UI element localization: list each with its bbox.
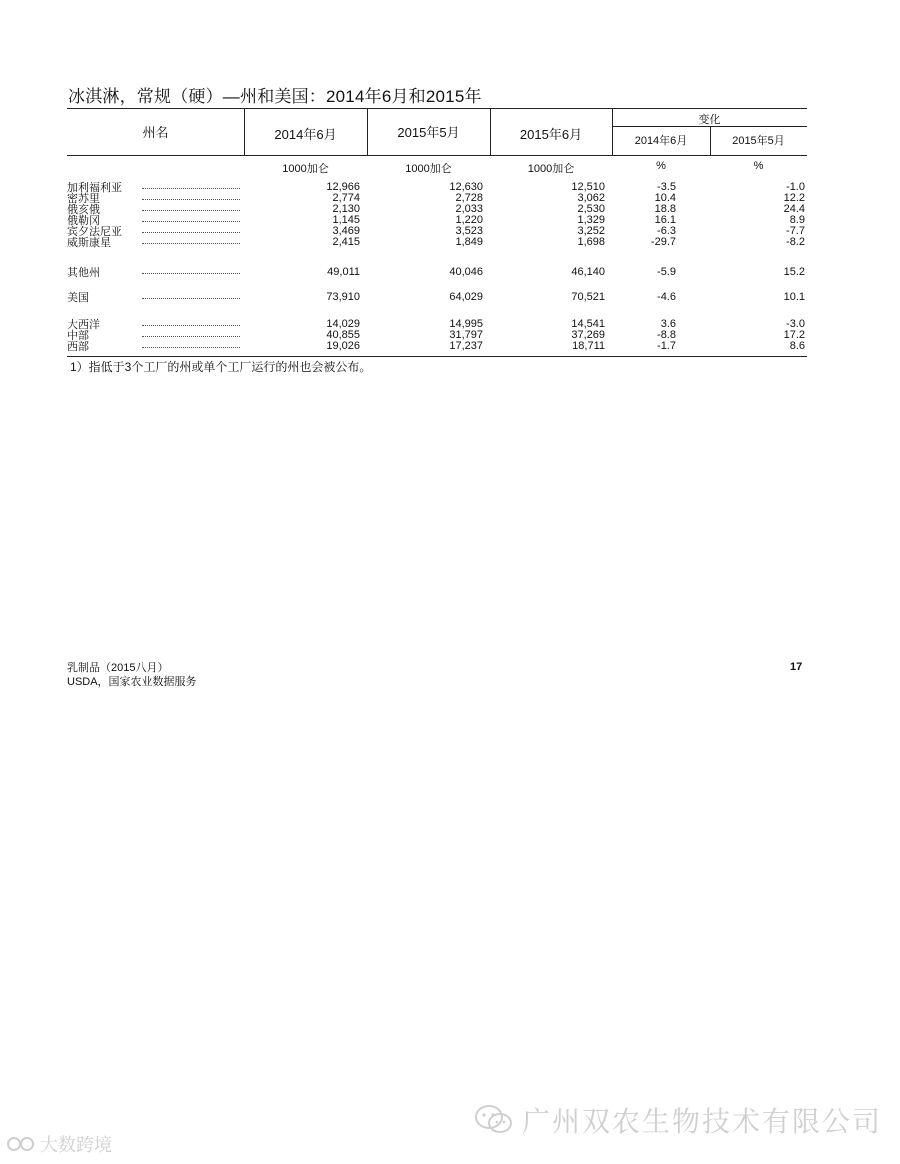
leader-dots	[142, 273, 240, 274]
cell-may2015: 2,033	[455, 203, 483, 215]
cell-change-may2015: 24.4	[783, 203, 805, 215]
table-row	[67, 292, 807, 303]
cell-change-jun2014: 3.6	[660, 318, 676, 330]
cell-may2015: 1,220	[455, 214, 483, 226]
table-row	[67, 215, 807, 226]
cell-change-jun2014: 16.1	[654, 214, 676, 226]
header-rule	[67, 155, 807, 156]
cell-change-jun2014: -5.9	[657, 266, 676, 278]
footnote: 1）指低于3个工厂的州或单个工厂运行的州也会被公布。	[70, 360, 372, 374]
table-row	[67, 319, 807, 330]
table-row	[67, 341, 807, 352]
cell-jun2014: 12,966	[326, 181, 360, 193]
state-name: 中部	[67, 329, 89, 342]
cell-jun2015: 3,252	[577, 225, 605, 237]
leader-dots	[142, 221, 240, 222]
brand-logo-icon	[6, 1134, 36, 1159]
state-name: 俄亥俄	[67, 203, 100, 216]
cell-jun2014: 2,774	[332, 192, 360, 204]
cell-change-jun2014: -4.6	[657, 291, 676, 303]
cell-jun2015: 37,269	[571, 329, 605, 341]
table-row	[67, 182, 807, 193]
cell-jun2014: 2,130	[332, 203, 360, 215]
cell-change-jun2014: 10.4	[654, 192, 676, 204]
cell-change-may2015: 8.9	[789, 214, 805, 226]
cell-change-may2015: -3.0	[786, 318, 805, 330]
cell-jun2014: 73,910	[326, 291, 360, 303]
cell-may2015: 1,849	[455, 236, 483, 248]
cell-may2015: 14,995	[449, 318, 483, 330]
state-name: 加利福利亚	[67, 181, 122, 194]
leader-dots	[142, 347, 240, 348]
company-watermark	[474, 1100, 882, 1143]
state-name: 密苏里	[67, 192, 100, 205]
table-title: 冰淇淋，常规（硬）—州和美国：2014年6月和2015年	[68, 87, 482, 106]
unit-change-jun2014: %	[656, 160, 666, 172]
cell-may2015: 12,630	[449, 181, 483, 193]
header-may2015: 2015年5月	[397, 125, 460, 140]
unit-change-may2015: %	[753, 160, 764, 172]
top-rule	[67, 108, 807, 109]
cell-change-may2015: 12.2	[783, 192, 805, 204]
cell-jun2015: 46,140	[571, 266, 605, 278]
cell-jun2014: 14,029	[326, 318, 360, 330]
cell-may2015: 17,237	[449, 340, 483, 352]
cell-change-may2015: -7.7	[786, 225, 805, 237]
cell-change-jun2014: 18.8	[654, 203, 676, 215]
unit-jun2014: 1000加仑	[282, 163, 329, 175]
cell-change-jun2014: -29.7	[650, 236, 676, 248]
table-row	[67, 226, 807, 237]
cell-jun2015: 1,698	[577, 236, 605, 248]
cell-jun2014: 1,145	[332, 214, 360, 226]
header-change-may2015: 2015年5月	[732, 135, 785, 147]
cell-change-may2015: 17.2	[783, 329, 805, 341]
cell-change-may2015: 15.2	[783, 266, 805, 278]
brand-watermark-text: 大数跨境	[40, 1135, 112, 1156]
cell-change-may2015: 8.6	[789, 340, 805, 352]
cell-jun2015: 12,510	[571, 181, 605, 193]
cell-jun2014: 2,415	[332, 236, 360, 248]
cell-change-jun2014: -6.3	[657, 225, 676, 237]
table-row	[67, 204, 807, 215]
leader-dots	[142, 199, 240, 200]
cell-jun2014: 40,855	[326, 329, 360, 341]
cell-change-jun2014: -1.7	[657, 340, 676, 352]
leader-dots	[142, 232, 240, 233]
publisher-name: USDA，国家农业数据服务	[67, 676, 197, 688]
state-name: 俄勒冈	[67, 214, 100, 227]
leader-dots	[142, 325, 240, 326]
table-row	[67, 237, 807, 248]
table-row	[67, 193, 807, 204]
state-name: 威斯康星	[67, 236, 111, 249]
cell-change-jun2014: -8.8	[657, 329, 676, 341]
header-jun2015: 2015年6月	[519, 127, 583, 142]
unit-may2015: 1000加仑	[405, 163, 452, 175]
cell-jun2014: 3,469	[332, 225, 360, 237]
bottom-rule	[67, 356, 807, 357]
brand-watermark	[6, 1131, 112, 1159]
company-watermark-text: 广州双农生物技术有限公司	[522, 1105, 883, 1138]
state-name: 宾夕法尼亚	[67, 225, 122, 238]
table-row	[67, 330, 807, 341]
leader-dots	[142, 243, 240, 244]
cell-jun2015: 14,541	[571, 318, 605, 330]
cell-jun2014: 19,026	[326, 340, 360, 352]
cell-jun2015: 70,521	[571, 291, 605, 303]
cell-jun2015: 3,062	[577, 192, 605, 204]
header-state: 州名	[142, 125, 169, 140]
page-number: 17	[790, 661, 803, 673]
cell-jun2015: 18,711	[572, 340, 605, 352]
cell-may2015: 3,523	[455, 225, 483, 237]
leader-dots	[142, 210, 240, 211]
cell-change-may2015: -1.0	[786, 181, 805, 193]
cell-may2015: 31,797	[449, 329, 483, 341]
leader-dots	[142, 336, 240, 337]
wechat-icon	[474, 1104, 514, 1143]
cell-change-jun2014: -3.5	[657, 181, 676, 193]
leader-dots	[142, 188, 240, 189]
cell-change-may2015: -8.2	[786, 236, 805, 248]
state-name: 大西洋	[67, 318, 100, 331]
cell-may2015: 40,046	[449, 266, 483, 278]
leader-dots	[142, 298, 240, 299]
header-change: 变化	[698, 114, 721, 126]
cell-may2015: 64,029	[449, 291, 483, 303]
header-jun2014: 2014年6月	[274, 127, 337, 142]
cell-may2015: 2,728	[455, 192, 483, 204]
table-row	[67, 267, 807, 278]
publication-name: 乳制品（2015八月）	[67, 662, 169, 674]
cell-jun2015: 2,530	[577, 203, 605, 215]
cell-jun2015: 1,329	[577, 214, 605, 226]
state-name: 西部	[67, 340, 89, 353]
state-name: 美国	[67, 291, 89, 304]
cell-change-may2015: 10.1	[783, 291, 805, 303]
state-name: 其他州	[67, 266, 100, 279]
cell-jun2014: 49,011	[327, 266, 360, 278]
unit-jun2015: 1000加仑	[527, 163, 575, 175]
header-change-jun2014: 2014年6月	[634, 135, 688, 147]
